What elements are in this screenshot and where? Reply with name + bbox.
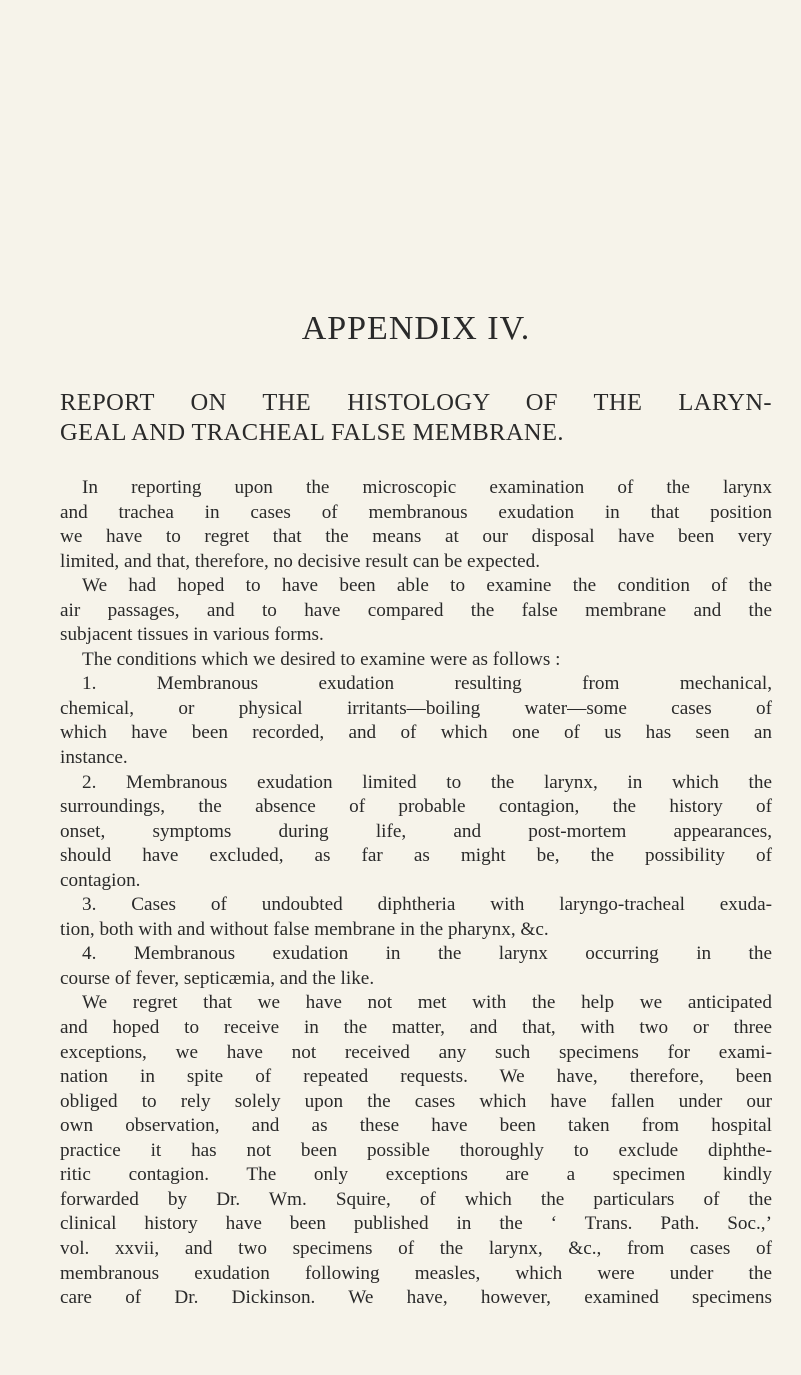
text-line: obliged to rely solely upon the cases which have fallen under our (60, 1090, 772, 1112)
text-line: should have excluded, as far as might be, the possibility of (60, 845, 772, 867)
text-line: limited, and that, therefore, no decisive result can be expected. (60, 550, 541, 572)
text-line: own observation, and as these have been taken from hospital (60, 1115, 772, 1137)
text-line: instance. (60, 747, 128, 769)
text-line: chemical, or physical irritants—boiling water—some cases of (60, 697, 772, 719)
appendix-title: APPENDIX IV. (301, 310, 531, 347)
text-line: 4. Membranous exudation in the larynx occurring in the (82, 943, 772, 965)
report-title (60, 388, 772, 448)
text-line: 1. Membranous exudation resulting from mechanical, (82, 673, 772, 695)
text-line: exceptions, we have not received any such specimens for exami- (60, 1041, 772, 1063)
body-text (60, 476, 772, 1311)
text-line: and trachea in cases of membranous exudation in that position (60, 501, 772, 523)
text-line: clinical history have been published in the ‘ Trans. Path. Soc.,’ (60, 1213, 772, 1235)
text-line: contagion. (60, 869, 141, 891)
text-line: practice it has not been possible thoroughly to exclude diphthe- (60, 1139, 772, 1161)
text-line: membranous exudation following measles, which were under the (60, 1262, 772, 1284)
text-line: and hoped to receive in the matter, and that, with two or three (60, 1017, 772, 1039)
text-line: The conditions which we desired to examine were as follows : (82, 648, 561, 670)
text-line: 3. Cases of undoubted diphtheria with laryngo-tracheal exuda- (82, 894, 772, 916)
text-line: In reporting upon the microscopic examination of the larynx (82, 477, 772, 498)
text-line: onset, symptoms during life, and post-mortem appearances, (60, 820, 772, 842)
text-line: ritic contagion. The only exceptions are a specimen kindly (60, 1164, 772, 1186)
text-line: forwarded by Dr. Wm. Squire, of which the particulars of the (60, 1188, 772, 1210)
report-title-line: REPORT ON THE HISTOLOGY OF THE LARYN- (60, 389, 772, 416)
text-line: which have been recorded, and of which one of us has seen an (60, 722, 772, 744)
text-line: We regret that we have not met with the help we anticipated (82, 992, 772, 1014)
text-line: tion, both with and without false membrane in the pharynx, &c. (60, 918, 549, 940)
text-line: air passages, and to have compared the false membrane and the (60, 599, 772, 621)
text-line: care of Dr. Dickinson. We have, however, examined specimens (60, 1287, 772, 1309)
text-line: surroundings, the absence of probable contagion, the history of (60, 796, 772, 818)
report-title-line: GEAL AND TRACHEAL FALSE MEMBRANE. (60, 419, 564, 446)
text-line: we have to regret that the means at our disposal have been very (60, 526, 772, 548)
text-line: subjacent tissues in various forms. (60, 624, 324, 646)
text-line: 2. Membranous exudation limited to the larynx, in which the (82, 771, 772, 793)
text-line: course of fever, septicæmia, and the like. (60, 967, 375, 989)
text-line: We had hoped to have been able to examine the condition of the (82, 575, 772, 597)
text-line: vol. xxvii, and two specimens of the larynx, &c., from cases of (60, 1237, 772, 1259)
text-line: nation in spite of repeated requests. We have, therefore, been (60, 1066, 772, 1088)
